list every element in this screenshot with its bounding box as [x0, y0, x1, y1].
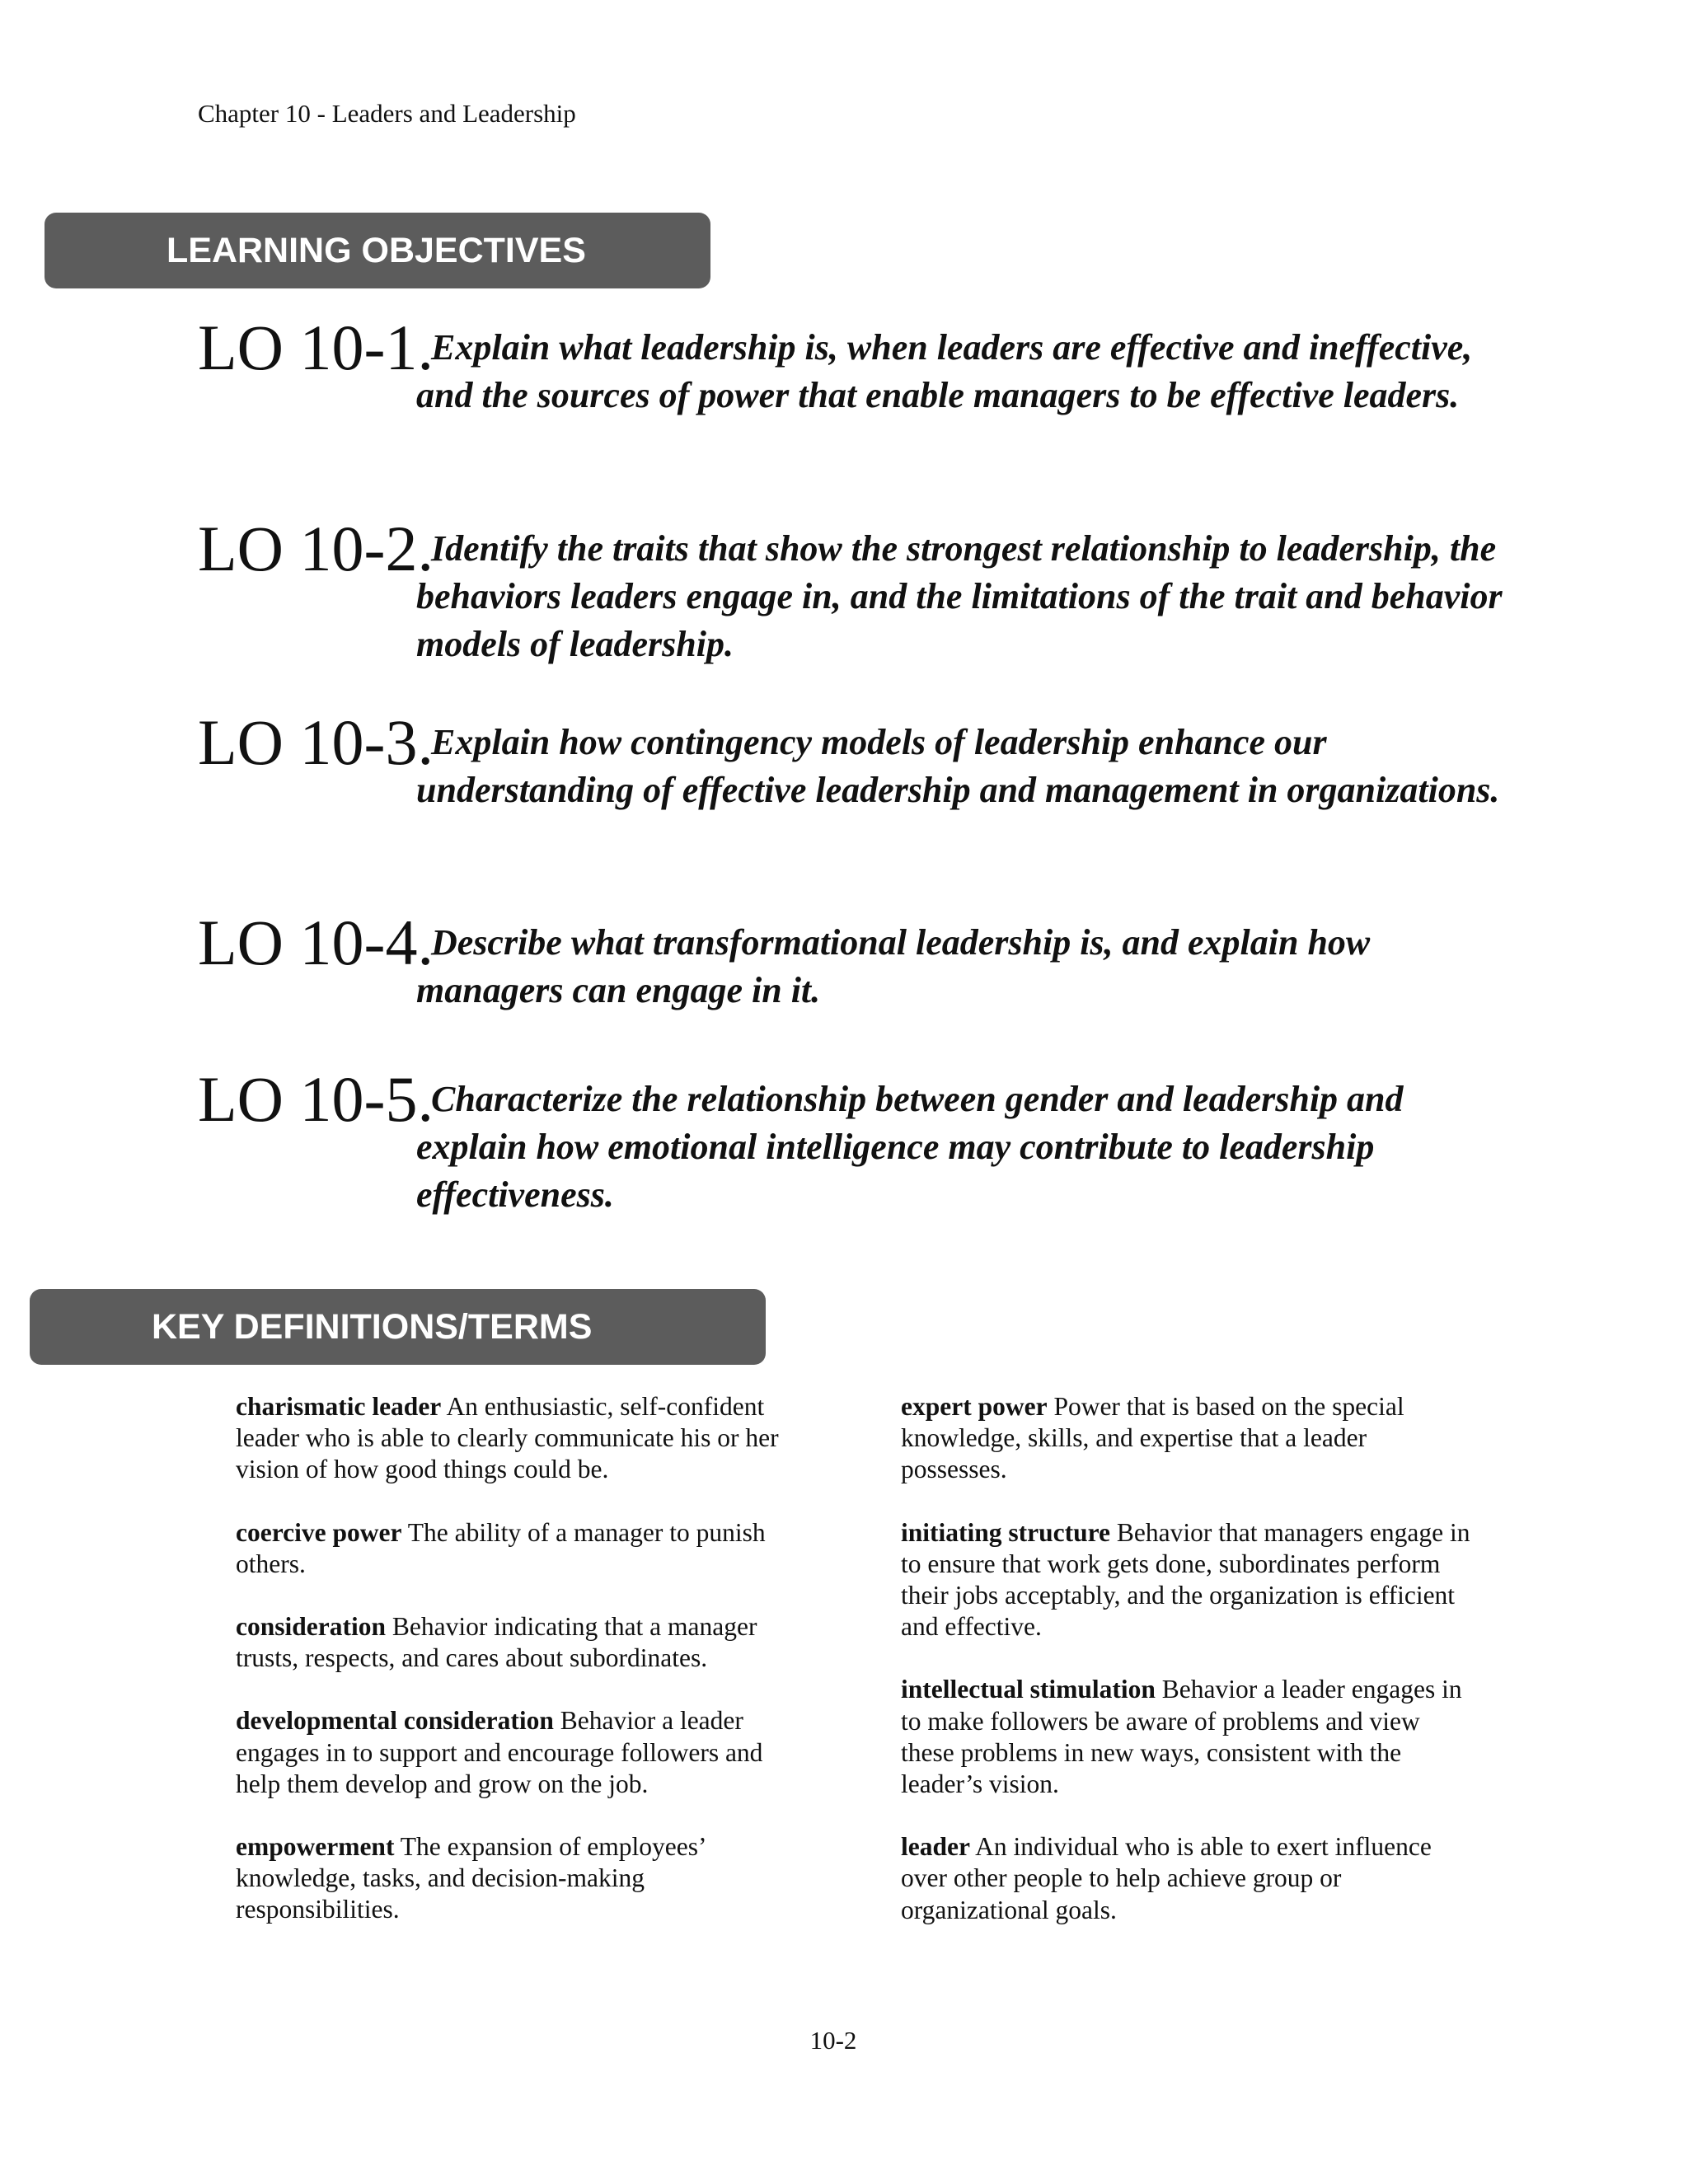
learning-objective-text: Describe what transformational leadership is, and explain how managers can engage in it. — [416, 922, 1371, 1010]
definition-term: empowerment — [236, 1832, 395, 1862]
definition-text: Behavior that managers engage in to ensure that work gets done, subordinates perform their jobs acceptably, and the organization is efficient and effective. — [901, 1517, 1470, 1642]
learning-objective-text: Characterize the relationship between gender and leadership and explain how emotional intelligence may contribute to leadership effectiveness. — [416, 1079, 1404, 1215]
definition-entry — [236, 1391, 804, 1486]
definition-entry — [236, 1831, 804, 1926]
learning-objective-number: LO 10-2. — [198, 513, 434, 584]
definition-text: Power that is based on the special knowledge, skills, and expertise that a leader possesses. — [901, 1392, 1404, 1484]
learning-objective-number: LO 10-5. — [198, 1063, 434, 1135]
learning-objective-number: LO 10-3. — [198, 706, 434, 778]
definition-text: An enthusiastic, self-confident leader who is able to clearly communicate his or her vision of how good things could be. — [236, 1392, 779, 1484]
definition-entry — [901, 1674, 1478, 1800]
definition-text: The expansion of employees’ knowledge, tasks, and decision-making responsibilities. — [236, 1832, 706, 1924]
page-number: 10-2 — [809, 2026, 857, 2055]
definition-entry — [236, 1705, 804, 1800]
running-header: Chapter 10 - Leaders and Leadership — [198, 99, 576, 128]
definition-term: consideration — [236, 1612, 387, 1642]
key-definitions-banner: KEY DEFINITIONS/TERMS — [30, 1289, 766, 1365]
definition-term: intellectual stimulation — [901, 1675, 1156, 1704]
definition-term: charismatic leader — [236, 1392, 442, 1421]
definition-term: leader — [901, 1832, 970, 1862]
definition-term: initiating structure — [901, 1517, 1111, 1547]
definition-entry — [236, 1517, 804, 1580]
definition-term: coercive power — [236, 1517, 402, 1547]
learning-objective-text: Explain what leadership is, when leaders are effective and ineffective, and the sources of power that enable managers to be effective leaders. — [416, 327, 1473, 415]
learning-objective-number: LO 10-4. — [198, 907, 434, 978]
definition-entry — [901, 1831, 1478, 1926]
definition-entry — [901, 1517, 1478, 1643]
learning-objective-number: LO 10-1. — [198, 312, 434, 383]
definition-text: Behavior indicating that a manager trusts, respects, and cares about subordinates. — [236, 1612, 757, 1673]
definition-entry — [901, 1391, 1478, 1486]
definition-term: developmental consideration — [236, 1706, 554, 1736]
learning-objectives-banner: LEARNING OBJECTIVES — [45, 213, 710, 288]
learning-objective-text: Identify the traits that show the strongest relationship to leadership, the behaviors leaders engage in, and the limitations of the trait and behavior models of leadership. — [416, 528, 1503, 664]
definitions-right-column — [901, 1391, 1478, 1957]
definition-text: The ability of a manager to punish others. — [236, 1517, 766, 1578]
definition-text: Behavior a leader engages in to make followers be aware of problems and view these problems in new ways, consistent with the leader’s vision. — [901, 1675, 1462, 1799]
definition-text: An individual who is able to exert influence over other people to help achieve group or organizational goals. — [901, 1832, 1432, 1924]
definition-entry — [236, 1611, 804, 1674]
definition-term: expert power — [901, 1392, 1048, 1421]
definition-text: Behavior a leader engages in to support and encourage followers and help them develop and grow on the job. — [236, 1706, 763, 1798]
definitions-left-column — [236, 1391, 804, 1957]
learning-objective-text: Explain how contingency models of leadership enhance our understanding of effective leadership and management in organizations. — [416, 722, 1500, 810]
